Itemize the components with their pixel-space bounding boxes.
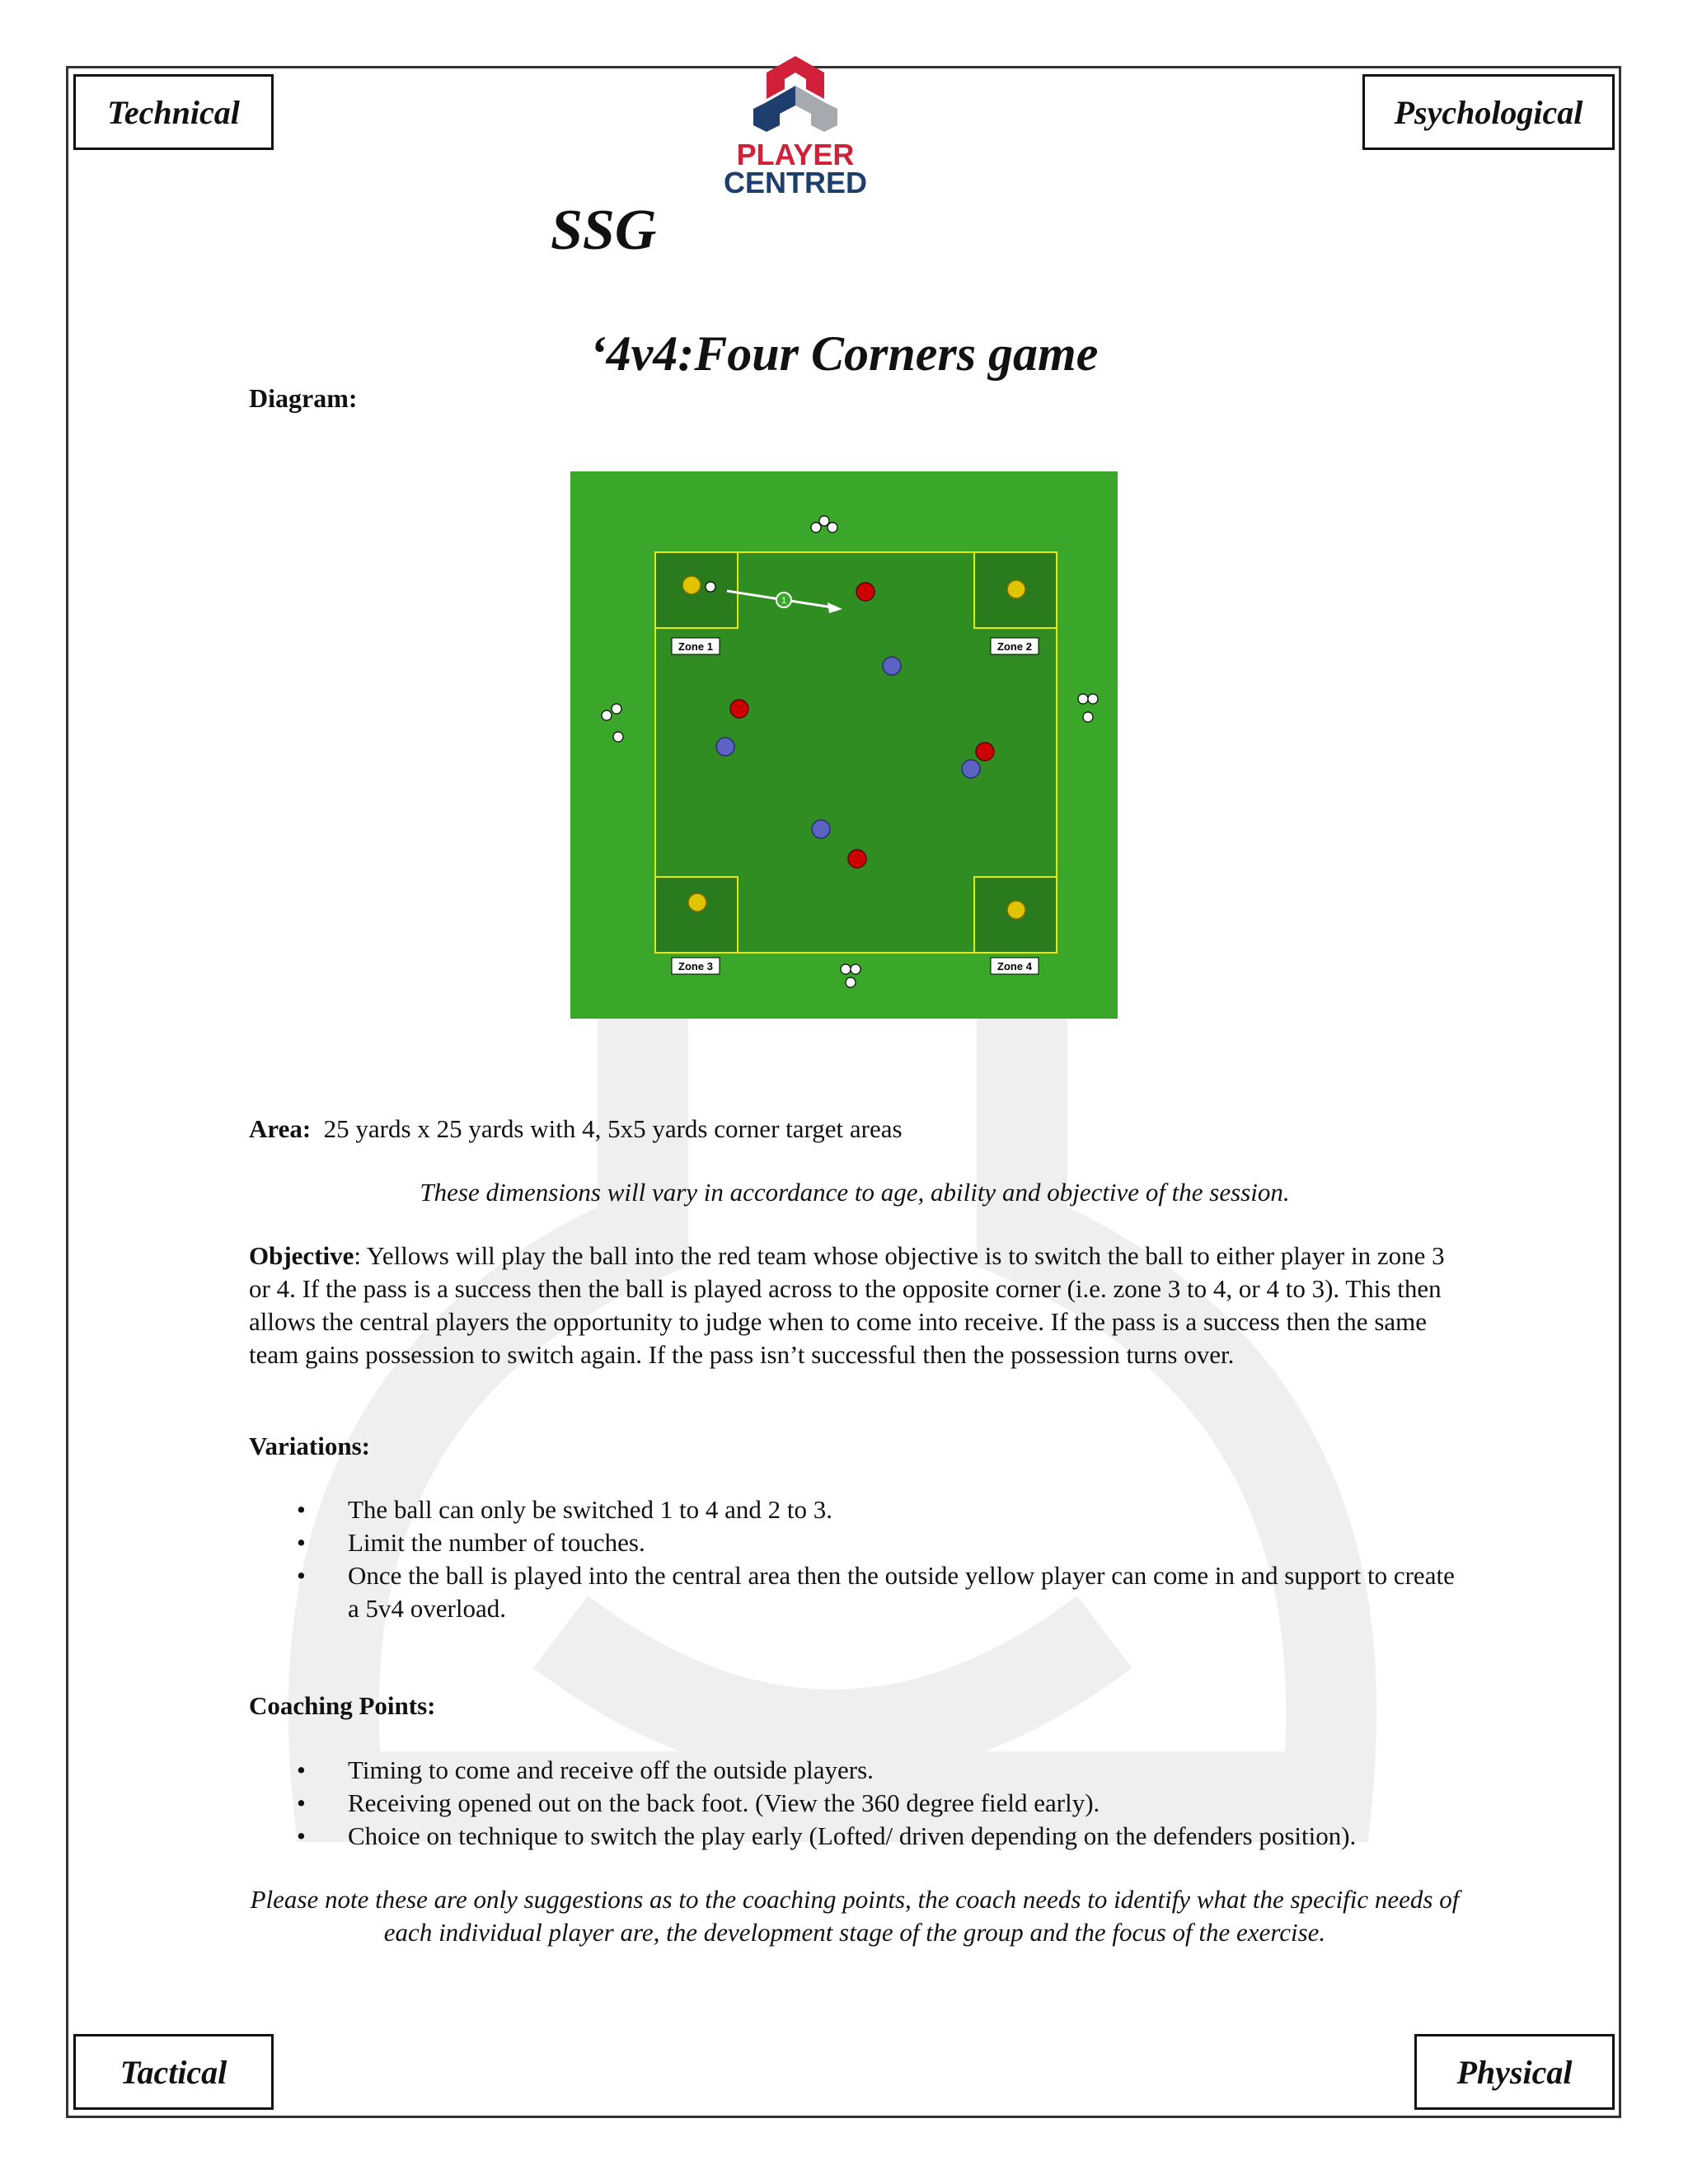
corner-physical: Physical — [1414, 2034, 1615, 2110]
page-title: ‘4v4:Four Corners game — [589, 326, 1099, 381]
ball-icon — [602, 710, 612, 720]
area-label: Area: — [249, 1114, 312, 1143]
red-player — [976, 743, 994, 761]
red-player — [730, 700, 748, 718]
area-line — [249, 1113, 1461, 1146]
variation-item: • The ball can only be switched 1 to 4 and 2 to 3. — [249, 1493, 1461, 1526]
ball-icon — [706, 582, 715, 592]
area-note: These dimensions will vary in accordance to age, ability and objective of the session. — [420, 1178, 1290, 1207]
ball-icon — [612, 704, 621, 714]
yellow-player — [1007, 901, 1025, 919]
ball-icon — [1078, 694, 1088, 704]
ball-icon — [1088, 694, 1098, 704]
coaching-label: Coaching Points: — [249, 1691, 436, 1720]
ball-icon — [846, 977, 856, 987]
coaching-note: Please note these are only suggestions as to the coaching points, the coach needs to identify what the specific needs of each individual player are, the development stage of the group and the focus of the exercise. — [250, 1885, 1460, 1947]
variations-list — [249, 1493, 1461, 1625]
coaching-list — [249, 1754, 1461, 1853]
red-player — [848, 850, 866, 868]
ball-icon — [1083, 712, 1093, 722]
blue-player — [962, 760, 980, 778]
ball-icon — [841, 964, 851, 974]
objective-paragraph — [249, 1240, 1461, 1371]
corner-technical: Technical — [73, 74, 274, 150]
pitch-diagram — [570, 471, 1118, 1019]
coaching-item: • Receiving opened out on the back foot. (View the 360 degree field early). — [249, 1787, 1461, 1820]
ball-icon — [811, 523, 821, 532]
ball-icon — [613, 732, 623, 742]
player-centred-logo — [709, 49, 882, 198]
zone-3-label: Zone 3 — [678, 960, 713, 972]
zone-4-label: Zone 4 — [997, 960, 1032, 972]
zone-3-area — [655, 877, 738, 953]
blue-player — [716, 738, 734, 756]
variations-label: Variations: — [249, 1432, 370, 1460]
variation-item: • Limit the number of touches. — [249, 1526, 1461, 1559]
logo-line1: PLAYER — [736, 138, 855, 171]
blue-player — [883, 657, 901, 675]
ball-icon — [819, 516, 829, 526]
corner-psychological: Psychological — [1362, 74, 1615, 150]
corner-tactical: Tactical — [73, 2034, 274, 2110]
coaching-item: • Choice on technique to switch the play early (Lofted/ driven depending on the defenders position). — [249, 1820, 1461, 1853]
yellow-player — [1007, 580, 1025, 598]
red-player — [856, 583, 874, 601]
area-text: 25 yards x 25 yards with 4, 5x5 yards corner target areas — [323, 1114, 903, 1143]
objective-text: : Yellows will play the ball into the red team whose objective is to switch the ball to either player in zone 3 or 4. If the pass is a success then the ball is played across to the opposite corner (i.e. zone 3 to 4, or 4 to 3). This then allows the central players the opportunity to judge when to come into receive. If the pass is a success then the same team gains possession to switch again. If the pass isn’t successful then the possession turns over. — [249, 1241, 1445, 1369]
ball-icon — [851, 964, 860, 974]
objective-label: Objective — [249, 1241, 354, 1270]
logo-line2: CENTRED — [723, 166, 868, 198]
blue-player — [812, 820, 830, 838]
variation-item: • Once the ball is played into the central area then the outside yellow player can come in and support to create a 5v4 overload. — [249, 1559, 1461, 1625]
diagram-label: Diagram: — [249, 383, 358, 413]
pass-number: 1 — [781, 596, 787, 606]
ball-icon — [828, 523, 837, 532]
zone-2-label: Zone 2 — [997, 640, 1032, 653]
ssg-heading: SSG — [551, 199, 657, 262]
yellow-player — [688, 893, 706, 912]
zone-1-label: Zone 1 — [678, 640, 713, 653]
yellow-player — [682, 576, 701, 594]
coaching-item: • Timing to come and receive off the outside players. — [249, 1754, 1461, 1787]
